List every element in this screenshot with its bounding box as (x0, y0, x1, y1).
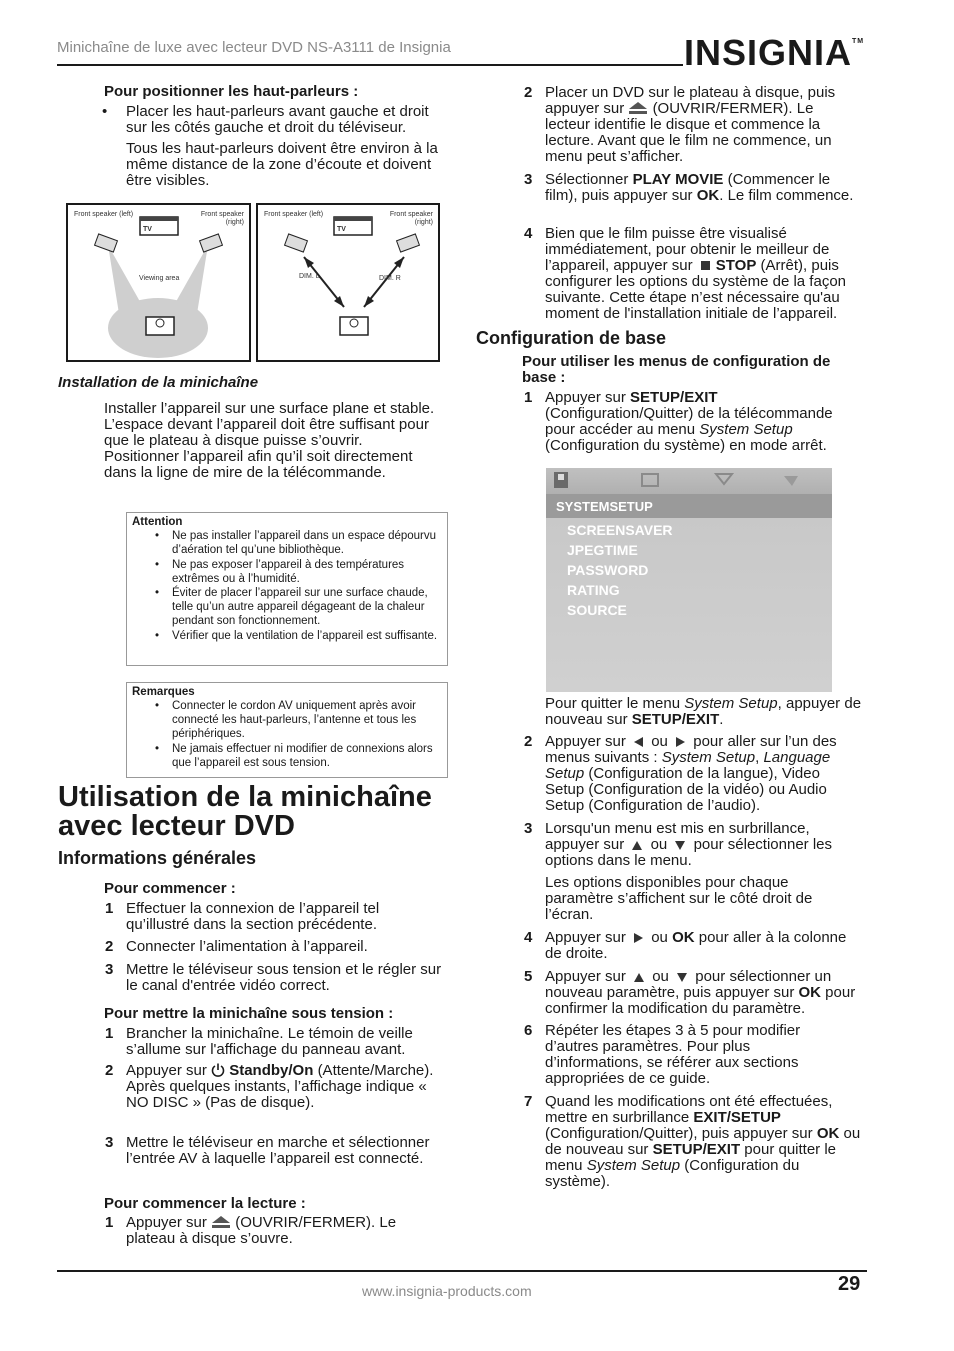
speakers-bullet (102, 103, 451, 136)
running-header: Minichaîne de luxe avec lecteur DVD NS-A3111 de Insignia (57, 39, 451, 56)
subsection-title: Informations générales (58, 848, 257, 868)
play-step: 4 Bien que le film puisse être visualisé immédiatement, pour obtenir le meilleur de l’appareil, appuyer sur STOP (Arrêt), puis configurer les options du système de la façon suivante. Cette étape n’est nécessaire qu'au moment de l'installation initiale de l’appareil. (524, 225, 847, 322)
remarques-title: Remarques (132, 686, 195, 698)
menu-item-rating[interactable]: RATING (567, 582, 620, 598)
diag-left-fs-left: Front speaker (left) (74, 211, 134, 218)
power-heading: Pour mettre la minichaîne sous tension : (104, 1005, 394, 1022)
config-step: 3 Lorsqu'un menu est mis en surbrillance, appuyer sur ou pour sélectionner les options dans le menu. (524, 820, 833, 869)
config-step: 5 Appuyer sur ou pour sélectionner un nouveau paramètre, puis appuyer sur OK pour confirmer la modification du paramètre. (524, 968, 856, 1017)
config-step: 6 Répéter les étapes 3 à 5 pour modifier d’autres paramètres. Pour plus d’informations, se référer aux sections appropriées de ce guide. (524, 1022, 801, 1087)
config-step: 4 Appuyer sur ou OK pour aller à la colonne de droite. (524, 929, 847, 962)
config-step: 7 Quand les modifications ont été effectuées, mettre en surbrillance EXIT/SETUP (Configuration/Quitter), puis appuyer sur OK ou de nouveau sur SETUP/EXIT pour quitter le menu System Setup (Configuration du système). (524, 1093, 861, 1190)
start-step: 1 Effectuer la connexion de l’appareil tel qu’illustré dans la section précédente. (105, 900, 380, 933)
arrow-right-icon (676, 737, 685, 747)
system-setup-menu (546, 468, 832, 692)
start-step: 3 Mettre le téléviseur sous tension et le régler sur le canal d'entrée vidéo correct. (105, 961, 442, 994)
quit-paragraph: Pour quitter le menu System Setup, appuyer de nouveau sur SETUP/EXIT. (545, 695, 862, 728)
arrow-up-icon (632, 841, 642, 850)
attention-title: Attention (132, 516, 183, 528)
menu-item-source[interactable]: SOURCE (567, 602, 627, 618)
diag-right-fs-left: Front speaker (left) (264, 211, 324, 218)
power-icon (211, 1063, 225, 1077)
remarques-item: • Ne jamais effectuer ni modifier de connexions alors que l’appareil est sous tension. (155, 743, 433, 769)
header-rule (57, 64, 683, 66)
diag-left-fs-right: Front speaker (right) (200, 211, 244, 226)
arrow-up-icon (634, 973, 644, 982)
bullet-dot: • (102, 103, 108, 120)
menu-item-password[interactable]: PASSWORD (567, 562, 649, 578)
footer-url[interactable]: www.insignia-products.com (362, 1283, 532, 1299)
section-title-line1: Utilisation de la minichaîne (58, 781, 432, 813)
power-step: 2 Appuyer sur Standby/On (Attente/Marche). Après quelques instants, l’affichage indique « NO DISC » (Pas de disque). (105, 1062, 434, 1111)
page-number: 29 (838, 1273, 861, 1295)
diag-right-fs-right: Front speaker (right) (389, 211, 433, 226)
attention-item: • Vérifier que la ventilation de l’appareil est suffisante. (155, 630, 438, 642)
eject-icon (628, 102, 648, 114)
arrow-right-icon (634, 933, 643, 943)
speaker-diagram-right (256, 203, 440, 362)
speakers-heading: Pour positionner les haut-parleurs : (104, 83, 359, 100)
logo-text: INSIGNIA (684, 32, 853, 73)
play-step: 2 Placer un DVD sur le plateau à disque, puis appuyer sur (OUVRIR/FERMER). Le lecteur identifie le disque et commence la lecture. Avant que le film ne commence, un menu peut s’afficher. (524, 84, 836, 165)
power-step: 1 Brancher la minichaîne. Le témoin de veille s’allume sur l'affichage du panneau avant. (105, 1025, 413, 1058)
menu-item-jpegtime[interactable]: JPEGTIME (567, 542, 638, 558)
attention-item: • Ne pas installer l’appareil dans un espace dépourvu d’aération tel qu’une bibliothèque. (155, 530, 437, 556)
play-heading: Pour commencer la lecture : (104, 1195, 306, 1212)
menu-tab-icons (546, 468, 832, 494)
eject-icon (211, 1216, 231, 1228)
speakers-paragraph: Tous les haut-parleurs doivent être environ à la même distance de la zone d’écoute et doivent être visibles. (126, 140, 438, 189)
config-step: 2 Appuyer sur ou pour aller sur l’un des menus suivants : System Setup, Language Setup (Configuration de la langue), Video Setup (Configuration de la vidéo) ou Audio Setup (Configuration de l’audio). (524, 733, 837, 814)
config-title: Configuration de base (476, 328, 667, 348)
attention-item: • Ne pas exposer l’appareil à des températures extrêmes ou à l’humidité. (155, 559, 405, 585)
diag-left-viewing: Viewing area (139, 275, 180, 282)
speaker-diagram-right-art (258, 205, 438, 360)
speakers-bullet-text: Placer les haut-parleurs avant gauche et droit sur les côtés gauche et droit du téléviseur. (126, 103, 429, 136)
diag-right-tv: TV (337, 226, 346, 233)
attention-item: • Éviter de placer l’appareil sur une surface chaude, telle qu’un autre appareil dégageant de la chaleur pendant son fonctionnement. (155, 587, 428, 627)
menu-title: SYSTEMSETUP (556, 499, 653, 514)
install-paragraph: Installer l’appareil sur une surface plane et stable. L’espace devant l’appareil doit être suffisant pour que le plateau à disque puisse s’ouvrir. Positionner l’appareil afin qu’il soit directement dans la ligne de mire de la télécommande. (104, 400, 435, 481)
play-step: 3 Sélectionner PLAY MOVIE (Commencer le film), puis appuyer sur OK. Le film commence. (524, 171, 854, 204)
menu-tab-bar (546, 468, 832, 494)
play-step: 1 Appuyer sur (OUVRIR/FERMER). Le plateau à disque s’ouvre. (105, 1214, 397, 1247)
arrow-down-icon (677, 973, 687, 982)
options-paragraph: Les options disponibles pour chaque paramètre s’affichent sur le côté droit de l’écran. (545, 874, 813, 923)
remarques-box (126, 682, 448, 778)
diag-left-tv: TV (143, 226, 152, 233)
logo-tm: TM (852, 38, 865, 45)
install-caption: Installation de la minichaîne (58, 374, 259, 391)
menu-item-screensaver[interactable]: SCREENSAVER (567, 522, 673, 538)
diag-right-dim-l: DIM. L (299, 273, 320, 280)
power-step: 3 Mettre le téléviseur en marche et sélectionner l’entrée AV à laquelle l’appareil est connecté. (105, 1134, 430, 1167)
attention-box (126, 512, 448, 666)
insignia-logo (684, 32, 864, 74)
speaker-diagram-left (66, 203, 251, 362)
start-heading: Pour commencer : (104, 880, 236, 897)
arrow-down-icon (675, 841, 685, 850)
stop-icon (701, 261, 710, 270)
config-step: 1 Appuyer sur SETUP/EXIT (Configuration/Quitter) de la télécommande pour accéder au menu System Setup (Configuration du système) en mode arrêt. (524, 389, 833, 454)
section-title-line2: avec lecteur DVD (58, 810, 295, 842)
diag-right-dim-r: DIM. R (379, 275, 401, 282)
arrow-left-icon (634, 737, 643, 747)
start-step: 2 Connecter l’alimentation à l’appareil. (105, 938, 368, 955)
footer-rule (57, 1270, 867, 1272)
remarques-item: • Connecter le cordon AV uniquement après avoir connecté les haut-parleurs, l’antenne et tous les périphériques. (155, 700, 417, 740)
menus-heading: Pour utiliser les menus de configuration de base : (522, 353, 831, 386)
